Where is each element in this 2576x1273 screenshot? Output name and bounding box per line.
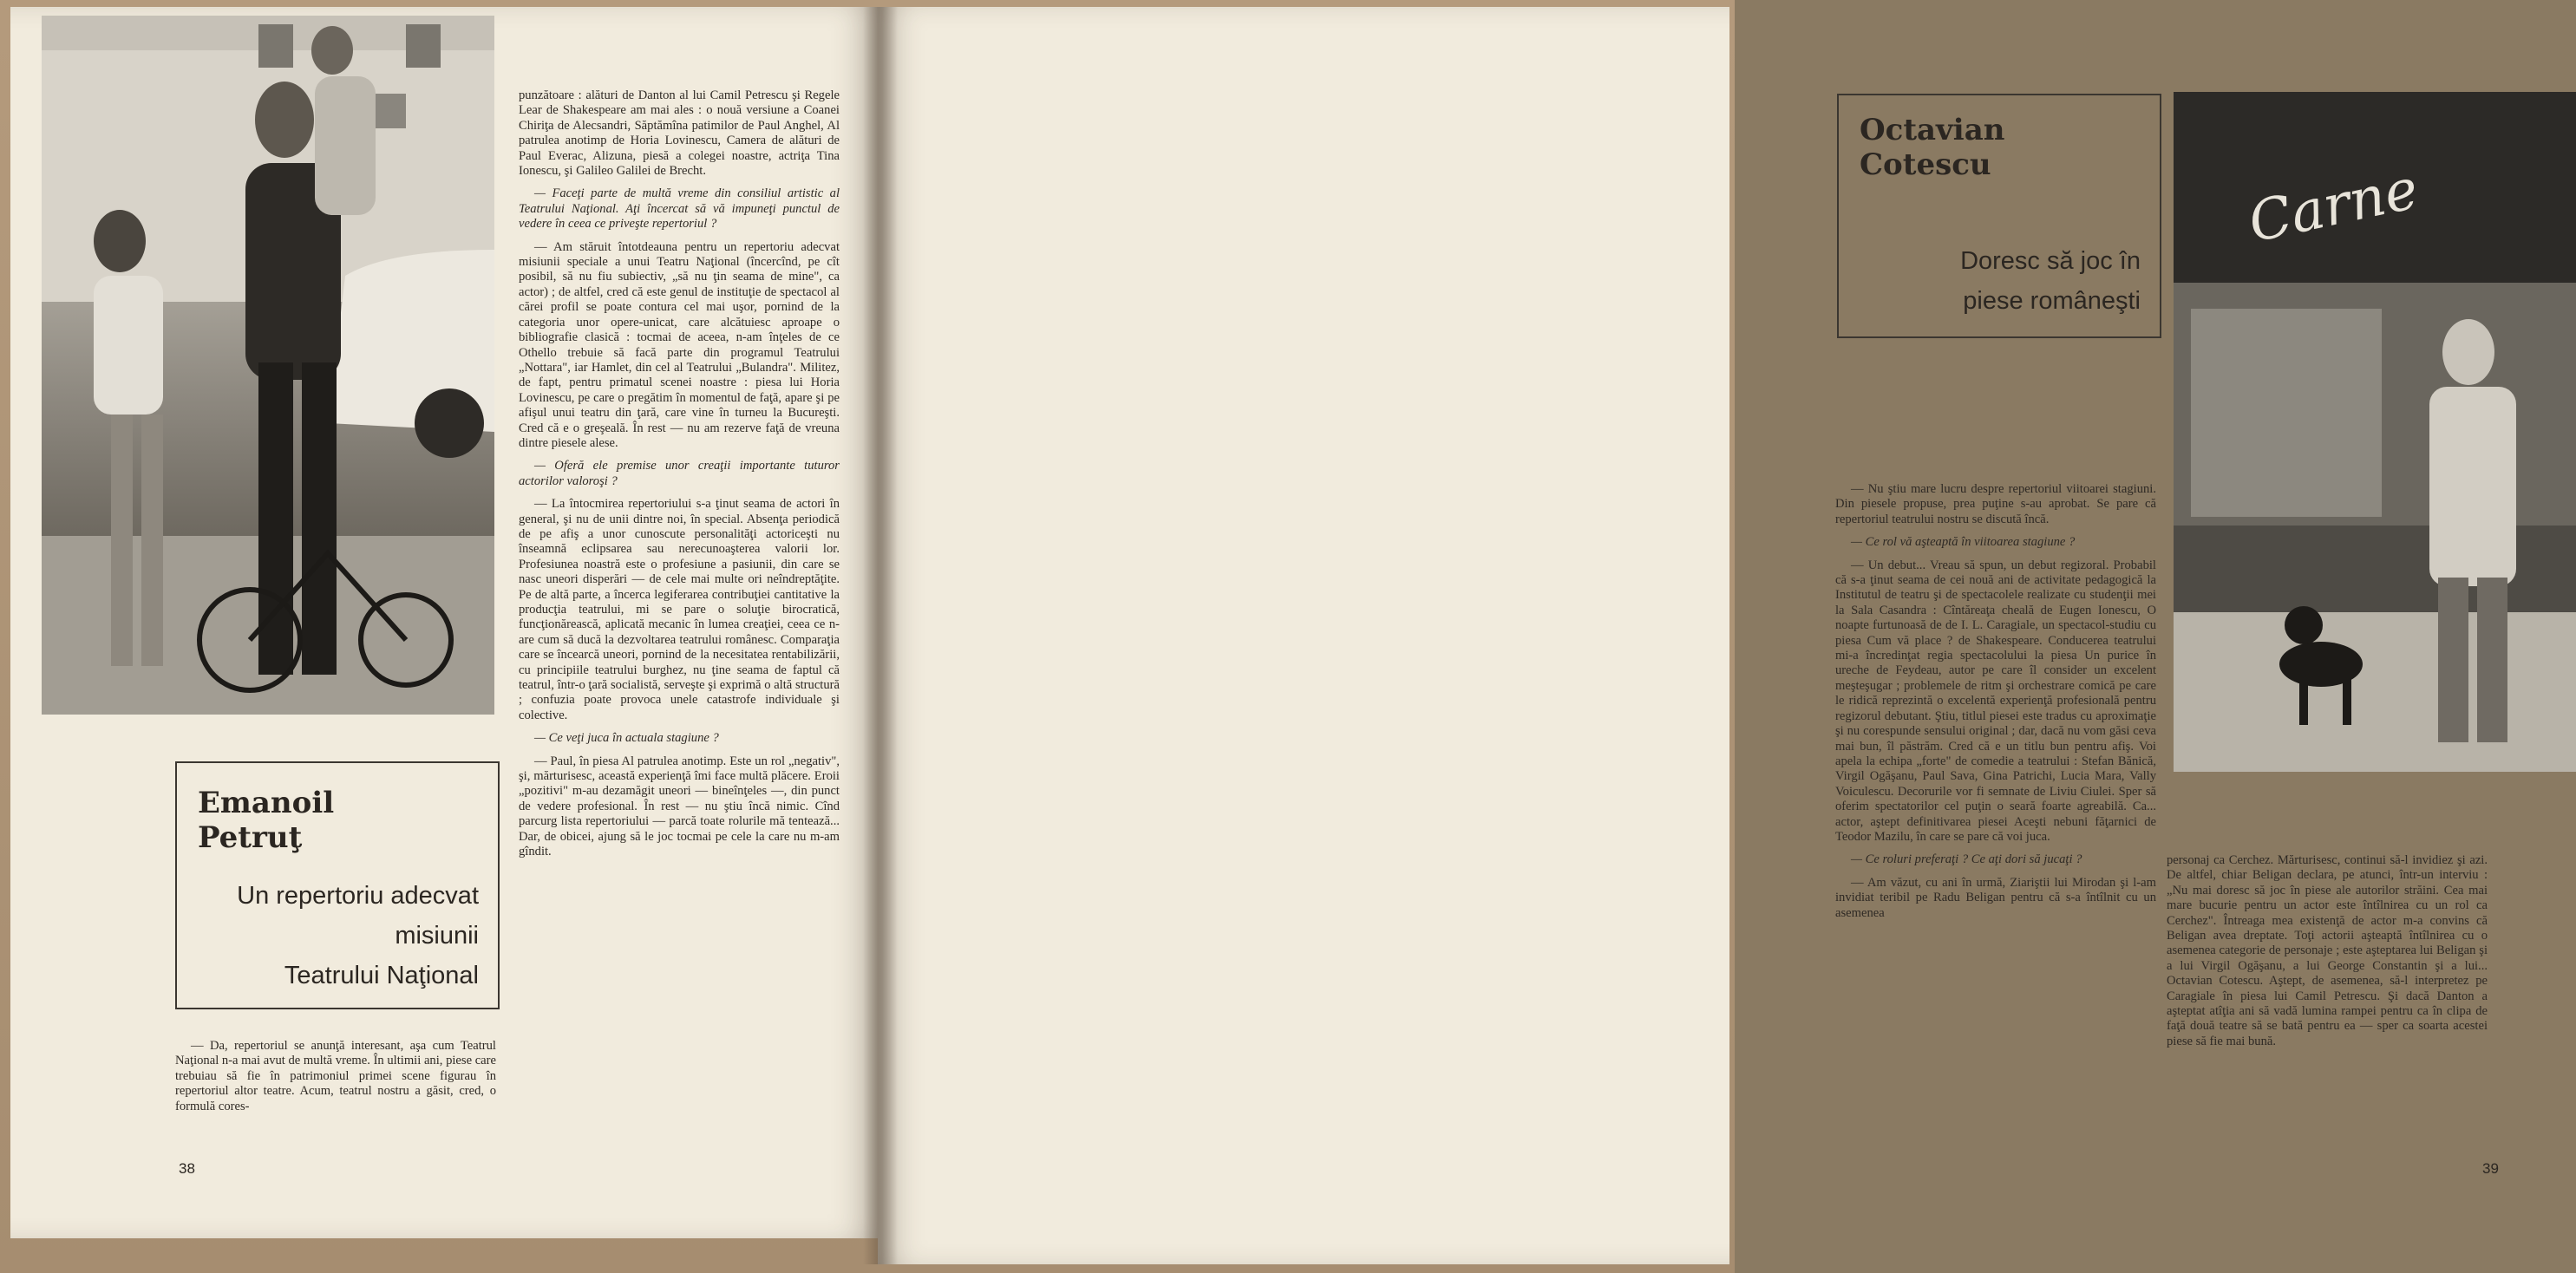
photo-illustration xyxy=(2174,92,2576,772)
paragraph: — Da, repertoriul se anunţă interesant, aşa cum Teatrul Naţional n-a mai avut de multă vreme. În ultimii ani, piese care trebuiau să fie în patrimoniul primei scene figurau în repertoriul altor teatre. Acum, teatrul nostru a găsit, cred, o formulă cores- xyxy=(175,1039,496,1113)
photo-illustration xyxy=(42,16,494,715)
right-page xyxy=(878,7,2499,1264)
subtitle-line: misiunii xyxy=(395,922,479,950)
text-column-right-left xyxy=(1835,482,2156,929)
paragraph: — Am stăruit întotdeauna pentru un repertoriu adecvat misiunii speciale a unui Teatru Naţional (încercînd, pe cît posibil, să nu fiu subiectiv, „să nu ţin seama de mine", ca actor) ; de altfel, cred că este genul de instituţie de spectacol al cărei profil se poate contura cel mai uşor, pornind de la categoria unor opere-unicat, care alcătuiesc aproape o bibliografie clasică : tocmai de aceea, n-am înţeles de ce Othello trebuie să facă parte din programul Teatrului „Nottara", iar Hamlet, din cel al Teatrului „Bulandra". Militez, de fapt, pentru primatul scenei noastre : piesa lui Horia Lovinescu, pe care o pregătim în momentul de faţă, apare şi pe afişul unui teatru din ţară, care vine în turneu la Bucureşti. Cred că e o greşeală. În rest — nu am rezerve faţă de vreuna dintre piesele alese. xyxy=(519,239,840,450)
paragraph: — Am văzut, cu ani în urmă, Ziariştii lui Mirodan şi l-am invidiat teribil pe Radu Beligan pentru că s-a întîlnit cu un asemenea xyxy=(1835,875,2156,920)
interview-question: — Faceţi parte de multă vreme din consiliul artistic al Teatrului Naţional. Aţi încercat să vă impuneţi punctul de vedere în ceea ce priveşte repertoriul ? xyxy=(519,186,840,232)
text-column-left-middle xyxy=(519,88,840,868)
name-first: Octavian xyxy=(1860,113,2005,147)
store-sign: Carne xyxy=(2243,157,2424,256)
article-subtitle xyxy=(193,876,479,996)
interviewee-name xyxy=(1860,113,2004,182)
paragraph: — Paul, în piesa Al patrulea anotimp. Este un rol „negativ", şi, mărturisesc, această experienţă îmi face multă plăcere. Eroii „pozitivi" m-au dezamăgit uneori — bineînţeles —, din punct de vedere profesional. În rest — nu ştiu încă nimic. Cînd parcurg lista repertoriului — parcă toate rolurile mă tentează... Dar, de obicei, ajung să le joc tocmai pe cele la care nu m-am gîndit. xyxy=(519,754,840,859)
title-box-petrut xyxy=(175,761,500,1009)
interview-question: — Oferă ele premise unor creaţii importante tuturor actorilor valoroşi ? xyxy=(519,459,840,488)
page-number: 39 xyxy=(2482,1160,2499,1177)
paragraph: — Un debut... Vreau să spun, un debut regizoral. Probabil că s-a ţinut seama de cei nouă ani de activitate pedagogică la Institutul de teatru şi de spectacolele realizate cu studenţii mei la Sala Casandra : Cîntăreaţa cheală de Eugen Ionescu, O noapte furtunoasă de de I. L. Caragiale, un spectacol-studiu cu piesa Cum vă place ? de Shakespeare. Conducerea teatrului mi-a încredinţat regia spectacolului la piesa Un purice în ureche de Feydeau, autor pe care îl consider un excelent meşteşugar ; problemele de ritm şi orchestrare comică pe care le ridică reprezintă o excelentă experienţă profesională pentru regizorul debutant. Ştiu, titlul piesei este tradus cu aproximaţie şi nu corespunde sensului original ; dar, dacă nu vom găsi ceva mai bun, îl păstrăm. Cred că e un titlu bun pentru afiş. Voi apela la echipa „forte" de comedie a teatrului : Stefan Bănică, Virgil Ogăşanu, Paul Sava, Gina Patrichi, Lucia Mara, Vally Voiculescu. Decorurile vor fi semnate de Liviu Ciulei. Sper să oferim spectatorilor cel puţin o seară foarte agreabilă. Ca... actor, aştept definitivarea piesei Aceşti nebuni făţarnici de Teodor Mazilu, în care se pare că voi juca. xyxy=(1835,558,2156,844)
book-gutter xyxy=(863,7,898,1264)
interview-question: — Ce roluri preferaţi ? Ce aţi dori să jucaţi ? xyxy=(1851,852,2082,867)
subtitle-line: Teatrului Naţional xyxy=(284,962,479,989)
title-box-cotescu xyxy=(1837,94,2161,338)
photo-man-with-dog xyxy=(2174,92,2576,772)
name-last: Cotescu xyxy=(1860,147,1991,182)
name-first: Emanoil xyxy=(198,786,335,820)
text-column-left-bottom xyxy=(175,1039,496,1122)
interview-question: — Ce veţi juca în actuala stagiune ? xyxy=(534,731,719,746)
subtitle-line: piese româneşti xyxy=(1963,287,2141,315)
paragraph: punzătoare : alături de Danton al lui Camil Petrescu şi Regele Lear de Shakespeare am mai ales : o nouă versiune a Coanei Chiriţa de Alecsandri, Săptămîna patimilor de Paul Anghel, Al patrulea anotimp de Horia Lovinescu, Camera de alături de Paul Everac, Alizuna, piesă a colegei noastre, actriţa Tina Ionescu, şi Galileo Galilei de Brecht. xyxy=(519,88,840,179)
paragraph: — La întocmirea repertoriului s-a ţinut seama de actori în general, şi nu de unii dintre noi, în special. Absenţa periodică de pe afiş a unor cunoscute personalităţi actoriceşti nu înseamnă eclipsarea sau nerecunoaşterea valorii lor. Profesiunea noastră este o profesiune a pasiunii, din care se nasc uneori disperări — de cele mai multe ori neîndreptăţite. Pe de altă parte, a încerca legiferarea contribuţiei cantitative la producţia teatrului, mi se pare o soluţie birocratică, funcţionărească, aplicată mecanic în lumea creaţiei, ceea ce n-are cum să ducă la dezvoltarea teatrului românesc. Comparaţia care se încearcă uneori, pornind de la necesitatea rentabilizării, cu principiile teatrului burghez, nu ţine seama de faptul că teatrul, într-o ţară socialistă, serveşte şi exprimă o altă structură ; confuzia poate provoca unele catastrofe individuale şi colective. xyxy=(519,497,840,722)
photo-man-with-children xyxy=(42,16,494,715)
interviewee-name xyxy=(198,786,334,855)
text-column-right-right xyxy=(2167,853,2488,1057)
paragraph: — Nu ştiu mare lucru despre repertoriul viitoarei stagiuni. Din piesele propuse, prea puţine s-au aprobat. Se pare că repertoriul teatrului nostru se discută încă. xyxy=(1835,482,2156,526)
subtitle-line: Un repertoriu adecvat xyxy=(237,882,479,910)
left-page xyxy=(10,7,878,1238)
article-subtitle xyxy=(1880,241,2141,321)
name-last: Petruţ xyxy=(198,820,303,855)
page-number: 38 xyxy=(179,1160,195,1177)
paragraph: personaj ca Cerchez. Mărturisesc, continui să-l invidiez şi azi. De altfel, chiar Beligan declara, pe atunci, într-un interviu : „Nu mai doresc să joc în piese ale autorilor străini. Cea mai mare bucurie pentru un actor este întîlnirea cu un rol ca Cerchez". Întreaga mea existenţă de actor m-a convins că Beligan avea dreptate. Toţi actorii aşteaptă întîlnirea cu o asemenea categorie de personaje ; este aşteptarea lui Beligan şi a lui Virgil Ogăşanu, a lui George Constantin şi a lui... Octavian Cotescu. Aştept, de asemenea, să-l interpretez pe Caragiale în piesa lui Camil Petrescu. Şi dacă Danton a aşteptat atîţia ani să vadă lumina rampei pentru ca în clipa de faţă două teatre să se bată pentru ea — sper ca soarta acestei piese să fie mai bună. xyxy=(2167,853,2488,1048)
interview-question: — Ce rol vă aşteaptă în viitoarea stagiune ? xyxy=(1851,535,2076,550)
subtitle-line: Doresc să joc în xyxy=(1960,247,2141,275)
